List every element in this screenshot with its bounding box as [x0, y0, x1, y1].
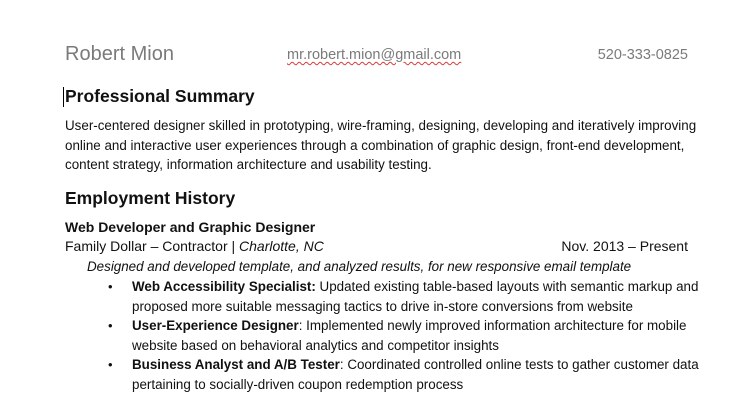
phone-number: 520-333-0825 — [597, 47, 688, 63]
list-item — [108, 316, 708, 355]
job-title: Web Developer and Graphic Designer — [65, 219, 316, 235]
list-item — [108, 277, 708, 316]
job-employer: Family Dollar – Contractor | — [65, 238, 240, 254]
text-cursor — [63, 87, 64, 107]
bullet-lead: Business Analyst and A/B Tester — [132, 357, 340, 372]
bullet-icon: • — [108, 279, 113, 294]
bullet-icon: • — [108, 357, 113, 372]
bullet-text: : Implemented newly improved information architecture for mobile website based on behavioral analytics and competitor insights — [132, 318, 687, 353]
summary-paragraph: User-centered designer skilled in prototyping, wire-framing, designing, developing and iteratively improving online and interactive user experiences through a combination of graphic design, front-end development, content strategy, information architecture and usability testing. — [65, 118, 697, 172]
bullet-lead: User-Experience Designer — [132, 318, 299, 333]
employment-heading: Employment History — [65, 188, 236, 208]
job-bullet-list — [108, 277, 708, 394]
job-city: Charlotte, NC — [239, 238, 324, 254]
job-dates: Nov. 2013 – Present — [561, 238, 688, 254]
bullet-icon: • — [108, 318, 113, 333]
list-item — [108, 355, 708, 394]
candidate-name: Robert Mion — [65, 43, 174, 65]
job-description: Designed and developed template, and analyzed results, for new responsive email template — [87, 259, 632, 274]
summary-heading: Professional Summary — [65, 86, 255, 106]
bullet-text: Updated existing table-based layouts with semantic markup and proposed more suitable messaging tactics to drive in-store conversions from website — [132, 279, 699, 314]
bullet-lead: Web Accessibility Specialist: — [132, 279, 316, 294]
job-employer-line — [65, 238, 324, 254]
email-address[interactable]: mr.robert.mion@gmail.com — [287, 47, 462, 63]
bullet-text: : Coordinated controlled online tests to gather customer data pertaining to socially-driven coupon redemption process — [132, 357, 699, 392]
